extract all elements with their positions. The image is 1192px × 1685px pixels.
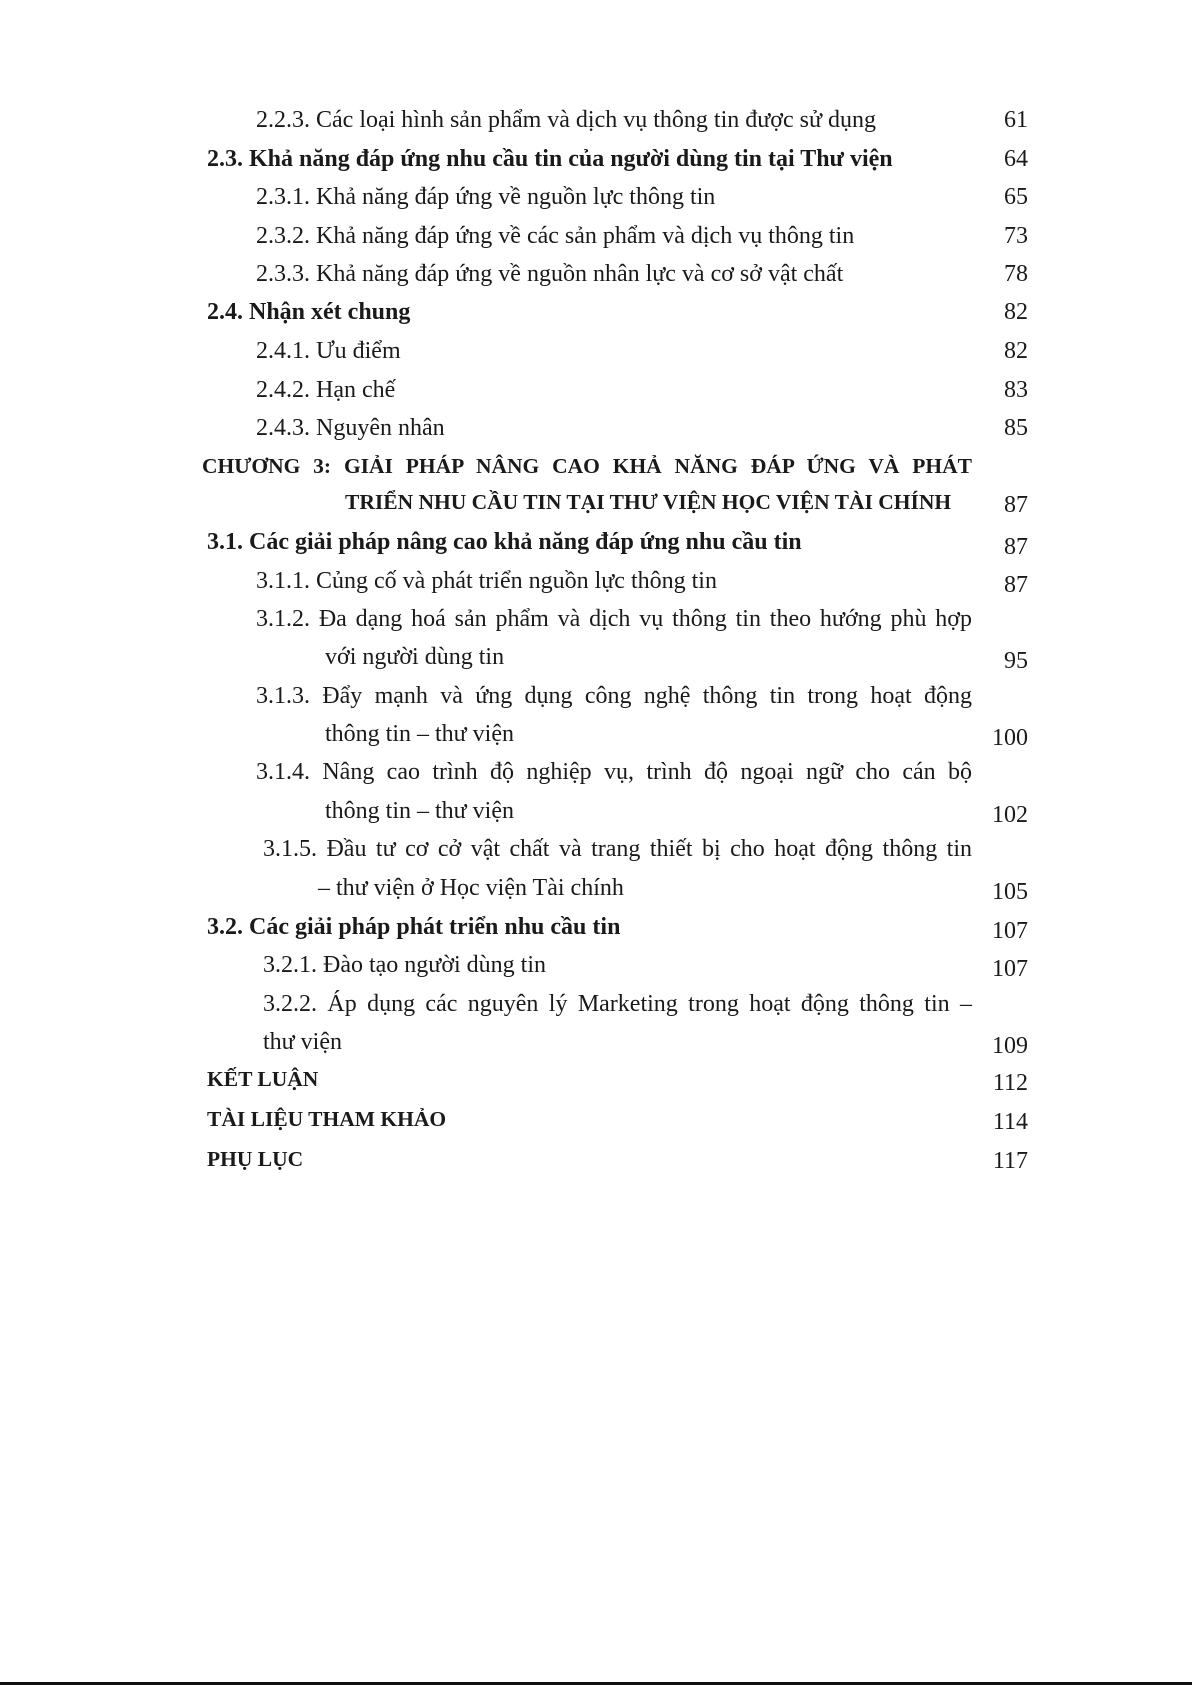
toc-entry-title: TÀI LIỆU THAM KHẢO — [207, 1107, 447, 1131]
toc-entry-page: 82 — [1004, 299, 1028, 325]
toc-entry-page: 82 — [1004, 338, 1028, 364]
toc-entry-title: 3.2.1. Đào tạo người dùng tin — [263, 952, 547, 978]
toc-entry-page: 85 — [1004, 415, 1028, 441]
toc-entry-title: 2.4.1. Ưu điểm — [256, 338, 401, 364]
toc-entry-title: KẾT LUẬN — [207, 1067, 319, 1091]
toc-entry-page: 87 — [1004, 572, 1028, 598]
toc-entry-title: CHƯƠNG 3: GIẢI PHÁP NÂNG CAO KHẢ NĂNG ĐÁP ỨNG VÀ PHÁT — [202, 454, 972, 478]
toc-entry-page: 114 — [992, 1109, 1028, 1135]
toc-entry-title: 2.4. Nhận xét chung — [207, 299, 411, 325]
toc-entry-title: với người dùng tin — [325, 644, 505, 670]
toc-entry-title: thông tin – thư viện — [325, 721, 514, 747]
toc-entry-title: 2.3.2. Khả năng đáp ứng về các sản phẩm và dịch vụ thông tin — [256, 223, 855, 249]
toc-entry-title: 2.2.3. Các loại hình sản phẩm và dịch vụ thông tin được sử dụng — [256, 107, 876, 133]
toc-entry-page: 95 — [1004, 648, 1028, 674]
toc-entry-title: 2.3.3. Khả năng đáp ứng về nguồn nhân lực và cơ sở vật chất — [256, 261, 844, 287]
toc-entry-title: thư viện — [263, 1029, 342, 1055]
toc-entry-page: 73 — [1004, 223, 1028, 249]
toc-entry-title: 3.1.2. Đa dạng hoá sản phẩm và dịch vụ thông tin theo hướng phù hợp — [256, 606, 972, 632]
toc-entry-page: 107 — [992, 956, 1028, 982]
toc-entry-title: 2.4.3. Nguyên nhân — [256, 415, 445, 441]
toc-entry-title: thông tin – thư viện — [325, 798, 514, 824]
toc-entry-page: 105 — [992, 879, 1028, 905]
toc-entry-page: 112 — [992, 1070, 1028, 1096]
toc-entry-title: 3.1. Các giải pháp nâng cao khả năng đáp ứng nhu cầu tin — [207, 529, 802, 555]
toc-entry-title: 3.1.4. Nâng cao trình độ nghiệp vụ, trình độ ngoại ngữ cho cán bộ — [256, 759, 972, 785]
toc-entry-title: 3.2.2. Áp dụng các nguyên lý Marketing trong hoạt động thông tin – — [263, 991, 972, 1017]
toc-entry-page: 64 — [1004, 146, 1028, 172]
toc-entry-page: 109 — [992, 1033, 1028, 1059]
toc-entry-page: 83 — [1004, 377, 1028, 403]
toc-entry-page: 78 — [1004, 261, 1028, 287]
toc-entry-page: 65 — [1004, 184, 1028, 210]
toc-entry-title: 2.3. Khả năng đáp ứng nhu cầu tin của người dùng tin tại Thư viện — [207, 146, 893, 172]
toc-entry-page: 117 — [992, 1148, 1028, 1174]
toc-entry-page: 87 — [1004, 534, 1028, 560]
toc-entry-page: 100 — [992, 725, 1028, 751]
toc-entry-title: – thư viện ở Học viện Tài chính — [318, 875, 624, 901]
toc-entry-page: 107 — [992, 918, 1028, 944]
toc-entry-title: 3.1.1. Củng cố và phát triển nguồn lực thông tin — [256, 568, 717, 594]
toc-entry-title: 2.3.1. Khả năng đáp ứng về nguồn lực thông tin — [256, 184, 716, 210]
toc-entry-page: 87 — [1004, 492, 1028, 518]
toc-entry-title: TRIỂN NHU CẦU TIN TẠI THƯ VIỆN HỌC VIỆN TÀI CHÍNH — [345, 490, 952, 514]
toc-entry-title: PHỤ LỤC — [207, 1147, 304, 1171]
toc-entry-title: 3.1.5. Đầu tư cơ cở vật chất và trang thiết bị cho hoạt động thông tin — [263, 836, 972, 862]
toc-entry-title: 3.1.3. Đẩy mạnh và ứng dụng công nghệ thông tin trong hoạt động — [256, 683, 972, 709]
toc-entry-title: 2.4.2. Hạn chế — [256, 377, 396, 403]
toc-entry-page: 61 — [1004, 107, 1028, 133]
toc-entry-page: 102 — [992, 802, 1028, 828]
toc-entry-title: 3.2. Các giải pháp phát triển nhu cầu tin — [207, 914, 621, 940]
